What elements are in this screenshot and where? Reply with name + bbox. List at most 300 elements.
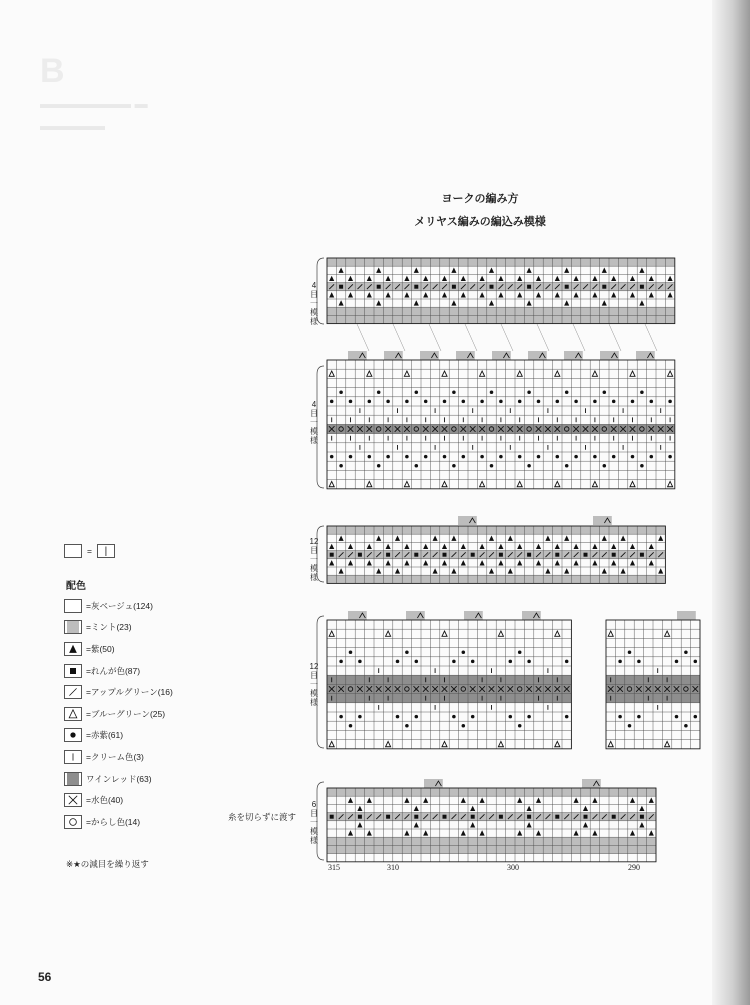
triangle-filled-stitch bbox=[339, 300, 344, 305]
dot-stitch bbox=[386, 455, 390, 459]
square-filled-stitch bbox=[386, 815, 390, 819]
dot-stitch bbox=[694, 715, 698, 719]
triangle-filled-stitch bbox=[423, 560, 428, 565]
chart-label: 4目一模様 bbox=[310, 400, 318, 445]
dot-stitch bbox=[565, 464, 569, 468]
triangle-filled-stitch bbox=[649, 560, 654, 565]
dot-stitch bbox=[565, 715, 569, 719]
square-filled-stitch bbox=[555, 553, 559, 557]
triangle-filled-stitch bbox=[658, 536, 663, 541]
triangle-filled-stitch bbox=[574, 276, 579, 281]
triangle-filled-stitch bbox=[574, 798, 579, 803]
dot-stitch bbox=[405, 724, 409, 728]
connector-line bbox=[465, 324, 477, 351]
triangle-outline-stitch bbox=[608, 631, 613, 636]
dot-stitch bbox=[490, 464, 494, 468]
dot-stitch bbox=[349, 650, 353, 654]
square-filled-stitch bbox=[555, 815, 559, 819]
triangle-filled-stitch bbox=[564, 300, 569, 305]
square-filled-stitch bbox=[602, 285, 606, 289]
triangle-filled-stitch bbox=[451, 300, 456, 305]
triangle-outline-stitch bbox=[608, 741, 613, 746]
dot-stitch bbox=[593, 455, 597, 459]
triangle-filled-stitch bbox=[423, 798, 428, 803]
triangle-outline-stitch bbox=[555, 371, 560, 376]
dot-stitch bbox=[694, 660, 698, 664]
dot-stitch bbox=[358, 660, 362, 664]
triangle-filled-stitch bbox=[348, 292, 353, 297]
triangle-filled-stitch bbox=[367, 544, 372, 549]
triangle-outline-stitch bbox=[517, 481, 522, 486]
triangle-filled-stitch bbox=[592, 292, 597, 297]
dot-stitch bbox=[480, 455, 484, 459]
triangle-filled-stitch bbox=[630, 798, 635, 803]
dot-stitch bbox=[527, 464, 531, 468]
triangle-filled-stitch bbox=[508, 536, 513, 541]
dot-stitch bbox=[368, 455, 372, 459]
chart-bracket bbox=[317, 366, 324, 488]
dot-stitch bbox=[415, 660, 419, 664]
legend-item bbox=[64, 660, 173, 682]
dot-stitch bbox=[452, 715, 456, 719]
legend-item bbox=[64, 703, 173, 725]
slash-icon bbox=[64, 685, 82, 699]
triangle-filled-stitch bbox=[348, 560, 353, 565]
color-legend bbox=[64, 595, 173, 833]
triangle-outline-stitch bbox=[442, 741, 447, 746]
legend-item-label: =アップルグリーン(16) bbox=[86, 687, 173, 698]
triangle-outline-stitch bbox=[480, 371, 485, 376]
dot-stitch bbox=[396, 660, 400, 664]
triangle-filled-stitch bbox=[395, 536, 400, 541]
triangle-filled-stitch bbox=[329, 276, 334, 281]
dot-stitch bbox=[452, 464, 456, 468]
triangle-filled-stitch bbox=[480, 798, 485, 803]
dot-stitch bbox=[518, 650, 522, 654]
triangle-filled-stitch bbox=[329, 560, 334, 565]
triangle-filled-stitch bbox=[555, 276, 560, 281]
dot-stitch bbox=[603, 464, 607, 468]
triangle-outline-stitch bbox=[665, 631, 670, 636]
triangle-filled-stitch bbox=[583, 806, 588, 811]
triangle-filled-stitch bbox=[668, 276, 673, 281]
dot-stitch bbox=[377, 390, 381, 394]
triangle-filled-stitch bbox=[555, 560, 560, 565]
triangle-filled-stitch bbox=[451, 568, 456, 573]
dot-stitch bbox=[518, 400, 522, 404]
page-title: ヨークの編み方 bbox=[441, 193, 519, 205]
triangle-filled-stitch bbox=[602, 568, 607, 573]
legend-item bbox=[64, 746, 173, 768]
triangle-filled-stitch bbox=[348, 830, 353, 835]
dot-stitch bbox=[637, 715, 641, 719]
triangle-filled-stitch bbox=[451, 268, 456, 273]
square-filled-stitch bbox=[612, 553, 616, 557]
dot-stitch bbox=[631, 455, 635, 459]
dot-stitch bbox=[396, 715, 400, 719]
triangle-filled-stitch bbox=[367, 276, 372, 281]
triangle-outline-stitch bbox=[498, 741, 503, 746]
triangle-outline-stitch bbox=[442, 631, 447, 636]
dot-stitch bbox=[618, 715, 622, 719]
triangle-filled-stitch bbox=[536, 292, 541, 297]
dot-stitch bbox=[628, 724, 632, 728]
triangle-filled-stitch bbox=[545, 568, 550, 573]
dot-stitch bbox=[377, 464, 381, 468]
dot-stitch bbox=[537, 455, 541, 459]
triangle-filled-stitch bbox=[574, 544, 579, 549]
dot-stitch bbox=[452, 660, 456, 664]
legend-item-label: =水色(40) bbox=[86, 795, 124, 806]
square-filled-stitch bbox=[527, 285, 531, 289]
square-filled-stitch bbox=[377, 285, 381, 289]
triangle-outline-stitch bbox=[517, 371, 522, 376]
triangle-filled-stitch bbox=[630, 560, 635, 565]
triangle-filled-stitch bbox=[442, 560, 447, 565]
square-filled-stitch bbox=[358, 815, 362, 819]
dot-stitch bbox=[339, 715, 343, 719]
legend-item-label: =紫(50) bbox=[86, 643, 115, 654]
dot-stitch bbox=[565, 390, 569, 394]
dot-stitch bbox=[574, 455, 578, 459]
triangle-filled-stitch bbox=[583, 822, 588, 827]
dot-stitch bbox=[386, 400, 390, 404]
triangle-filled-stitch bbox=[536, 798, 541, 803]
triangle-filled-stitch bbox=[527, 300, 532, 305]
decrease-cell bbox=[677, 611, 696, 620]
dot-stitch bbox=[603, 390, 607, 394]
triangle-filled-stitch bbox=[649, 830, 654, 835]
square-filled-stitch bbox=[471, 553, 475, 557]
triangle-filled-stitch bbox=[564, 536, 569, 541]
triangle-outline-stitch bbox=[404, 481, 409, 486]
triangle-filled-stitch bbox=[357, 822, 362, 827]
dot-stitch bbox=[650, 455, 654, 459]
square-filled-stitch bbox=[640, 553, 644, 557]
row-fill bbox=[327, 307, 675, 315]
triangle-filled-stitch bbox=[639, 806, 644, 811]
square-filled-stitch bbox=[640, 815, 644, 819]
triangle-outline-stitch bbox=[329, 371, 334, 376]
dot-stitch bbox=[612, 455, 616, 459]
chart-bracket bbox=[317, 526, 324, 582]
connector-line bbox=[393, 324, 405, 351]
dot-stitch bbox=[471, 715, 475, 719]
bar-symbol-icon: | bbox=[97, 544, 115, 558]
chart-label: 12目一模様 bbox=[309, 537, 319, 582]
dot-stitch bbox=[358, 715, 362, 719]
dot-stitch bbox=[405, 455, 409, 459]
triangle-filled-stitch bbox=[348, 798, 353, 803]
dot-stitch bbox=[349, 455, 353, 459]
triangle-filled-stitch bbox=[527, 806, 532, 811]
triangle-outline-stitch bbox=[442, 481, 447, 486]
triangle-filled-stitch bbox=[555, 544, 560, 549]
square-filled-stitch bbox=[414, 553, 418, 557]
dot-stitch bbox=[349, 724, 353, 728]
square-filled-icon bbox=[64, 664, 82, 678]
dot-stitch bbox=[518, 455, 522, 459]
triangle-filled-stitch bbox=[527, 268, 532, 273]
legend-item bbox=[64, 681, 173, 703]
triangle-filled-stitch bbox=[536, 560, 541, 565]
triangle-filled-stitch bbox=[639, 268, 644, 273]
triangle-outline-stitch bbox=[555, 481, 560, 486]
dot-stitch bbox=[527, 715, 531, 719]
square-filled-stitch bbox=[330, 815, 334, 819]
legend-item bbox=[64, 768, 173, 790]
triangle-filled-stitch bbox=[592, 798, 597, 803]
triangle-filled-stitch bbox=[630, 830, 635, 835]
triangle-outline-stitch bbox=[386, 631, 391, 636]
dot-stitch bbox=[415, 390, 419, 394]
triangle-filled-stitch bbox=[404, 560, 409, 565]
row-fill bbox=[327, 845, 656, 853]
dot-stitch bbox=[618, 660, 622, 664]
square-filled-stitch bbox=[452, 285, 456, 289]
dot-stitch bbox=[339, 464, 343, 468]
triangle-filled-stitch bbox=[386, 276, 391, 281]
square-filled-stitch bbox=[584, 553, 588, 557]
legend-item-label: =灰ベージュ(124) bbox=[86, 600, 153, 611]
triangle-filled-stitch bbox=[433, 536, 438, 541]
triangle-filled-icon bbox=[64, 642, 82, 656]
triangle-outline-stitch bbox=[630, 481, 635, 486]
dot-stitch bbox=[349, 400, 353, 404]
triangle-outline-stitch bbox=[480, 481, 485, 486]
legend-item-label: =クリーム色(3) bbox=[86, 751, 144, 762]
triangle-filled-stitch bbox=[404, 798, 409, 803]
dot-stitch bbox=[330, 400, 334, 404]
dot-stitch bbox=[405, 650, 409, 654]
legend-note: ※★の減目を繰り返す bbox=[66, 859, 149, 869]
page-subtitle: メリヤス編みの編込み模様 bbox=[414, 216, 546, 228]
triangle-outline-icon bbox=[64, 707, 82, 721]
legend-item bbox=[64, 595, 173, 617]
triangle-filled-stitch bbox=[339, 536, 344, 541]
triangle-filled-stitch bbox=[574, 830, 579, 835]
legend-item bbox=[64, 789, 173, 811]
page-number: 56 bbox=[38, 970, 52, 984]
dot-stitch bbox=[443, 455, 447, 459]
dot-stitch bbox=[499, 400, 503, 404]
triangle-filled-stitch bbox=[564, 268, 569, 273]
triangle-filled-stitch bbox=[480, 560, 485, 565]
row-fill bbox=[327, 315, 675, 323]
dot-stitch bbox=[490, 390, 494, 394]
triangle-filled-stitch bbox=[517, 830, 522, 835]
legend-title: 配色 bbox=[66, 581, 86, 592]
triangle-filled-stitch bbox=[433, 568, 438, 573]
dot-stitch bbox=[675, 660, 679, 664]
square-filled-stitch bbox=[386, 553, 390, 557]
stitch-key: = | bbox=[64, 544, 115, 558]
dot-stitch bbox=[612, 400, 616, 404]
dot-stitch bbox=[415, 464, 419, 468]
triangle-outline-stitch bbox=[329, 481, 334, 486]
triangle-filled-stitch bbox=[461, 798, 466, 803]
dot-stitch bbox=[509, 715, 513, 719]
tick-label: 315 bbox=[328, 863, 340, 872]
triangle-filled-stitch bbox=[395, 568, 400, 573]
dot-stitch bbox=[424, 455, 428, 459]
blank-icon bbox=[64, 599, 82, 613]
triangle-filled-stitch bbox=[414, 806, 419, 811]
ghost-text: B bbox=[40, 52, 65, 90]
triangle-filled-stitch bbox=[480, 276, 485, 281]
square-filled-stitch bbox=[612, 815, 616, 819]
triangle-filled-stitch bbox=[489, 268, 494, 273]
triangle-outline-stitch bbox=[630, 371, 635, 376]
triangle-filled-stitch bbox=[451, 536, 456, 541]
triangle-filled-stitch bbox=[461, 544, 466, 549]
triangle-filled-stitch bbox=[592, 560, 597, 565]
triangle-outline-stitch bbox=[367, 371, 372, 376]
connector-line bbox=[609, 324, 621, 351]
dot-stitch bbox=[668, 455, 672, 459]
triangle-filled-stitch bbox=[404, 292, 409, 297]
triangle-filled-stitch bbox=[423, 276, 428, 281]
triangle-filled-stitch bbox=[649, 544, 654, 549]
tick-label: 300 bbox=[507, 863, 519, 872]
bar-icon bbox=[64, 750, 82, 764]
dot-stitch bbox=[330, 455, 334, 459]
triangle-filled-stitch bbox=[367, 560, 372, 565]
triangle-filled-stitch bbox=[461, 292, 466, 297]
triangle-outline-stitch bbox=[668, 481, 673, 486]
legend-item-label: =赤紫(61) bbox=[86, 730, 124, 741]
dot-stitch bbox=[462, 650, 466, 654]
dot-stitch bbox=[480, 400, 484, 404]
dot-stitch bbox=[499, 455, 503, 459]
triangle-outline-stitch bbox=[386, 741, 391, 746]
dot-stitch bbox=[462, 724, 466, 728]
triangle-filled-stitch bbox=[611, 292, 616, 297]
connector-line bbox=[537, 324, 549, 351]
triangle-filled-stitch bbox=[611, 560, 616, 565]
dot-stitch bbox=[527, 660, 531, 664]
triangle-filled-stitch bbox=[536, 544, 541, 549]
row-fill bbox=[327, 837, 656, 845]
dot-stitch bbox=[537, 400, 541, 404]
triangle-filled-stitch bbox=[367, 798, 372, 803]
dot-stitch bbox=[405, 400, 409, 404]
dot-stitch bbox=[462, 455, 466, 459]
chart-bracket bbox=[317, 782, 324, 860]
triangle-filled-stitch bbox=[404, 276, 409, 281]
connector-line bbox=[357, 324, 369, 351]
page-edge-shadow bbox=[712, 0, 750, 1005]
triangle-filled-stitch bbox=[480, 292, 485, 297]
dot-stitch bbox=[675, 715, 679, 719]
dot-stitch bbox=[462, 400, 466, 404]
circle-icon bbox=[64, 815, 82, 829]
dot-stitch bbox=[424, 400, 428, 404]
triangle-outline-stitch bbox=[668, 371, 673, 376]
triangle-filled-stitch bbox=[442, 292, 447, 297]
legend-item-label: ワインレッド(63) bbox=[86, 773, 152, 784]
triangle-filled-stitch bbox=[339, 568, 344, 573]
triangle-outline-stitch bbox=[404, 371, 409, 376]
triangle-outline-stitch bbox=[555, 631, 560, 636]
dot-stitch bbox=[684, 724, 688, 728]
triangle-filled-stitch bbox=[489, 568, 494, 573]
triangle-outline-stitch bbox=[329, 741, 334, 746]
dot-stitch bbox=[556, 455, 560, 459]
connector-line bbox=[573, 324, 585, 351]
square-filled-stitch bbox=[414, 815, 418, 819]
dot-stitch bbox=[518, 724, 522, 728]
legend-item bbox=[64, 617, 173, 639]
square-filled-stitch bbox=[471, 815, 475, 819]
triangle-filled-stitch bbox=[630, 544, 635, 549]
dot-stitch bbox=[574, 400, 578, 404]
triangle-filled-stitch bbox=[498, 544, 503, 549]
triangle-filled-stitch bbox=[461, 560, 466, 565]
legend-item-label: =ブルーグリーン(25) bbox=[86, 708, 166, 719]
triangle-filled-stitch bbox=[442, 276, 447, 281]
triangle-filled-stitch bbox=[423, 292, 428, 297]
triangle-filled-stitch bbox=[348, 276, 353, 281]
dot-stitch bbox=[509, 660, 513, 664]
triangle-outline-stitch bbox=[329, 631, 334, 636]
dot-stitch bbox=[368, 400, 372, 404]
connector-line bbox=[645, 324, 657, 351]
triangle-filled-stitch bbox=[592, 276, 597, 281]
triangle-filled-stitch bbox=[517, 544, 522, 549]
triangle-filled-stitch bbox=[339, 268, 344, 273]
dot-stitch bbox=[640, 390, 644, 394]
dot-stitch bbox=[565, 660, 569, 664]
triangle-filled-stitch bbox=[367, 292, 372, 297]
legend-item-label: =れんが色(87) bbox=[86, 665, 141, 676]
dot-stitch bbox=[631, 400, 635, 404]
triangle-filled-stitch bbox=[649, 292, 654, 297]
triangle-filled-stitch bbox=[376, 300, 381, 305]
triangle-filled-stitch bbox=[592, 830, 597, 835]
triangle-filled-stitch bbox=[423, 830, 428, 835]
triangle-filled-stitch bbox=[611, 276, 616, 281]
triangle-filled-stitch bbox=[602, 268, 607, 273]
triangle-filled-stitch bbox=[658, 568, 663, 573]
tick-label: 290 bbox=[628, 863, 640, 872]
square-filled-stitch bbox=[443, 553, 447, 557]
triangle-filled-stitch bbox=[329, 292, 334, 297]
legend-item bbox=[64, 725, 173, 747]
triangle-filled-stitch bbox=[404, 830, 409, 835]
square-filled-stitch bbox=[565, 285, 569, 289]
legend-item-label: =からし色(14) bbox=[86, 816, 141, 827]
triangle-filled-stitch bbox=[376, 268, 381, 273]
triangle-filled-stitch bbox=[574, 560, 579, 565]
square-filled-stitch bbox=[330, 553, 334, 557]
chart-bracket bbox=[317, 258, 324, 324]
triangle-filled-stitch bbox=[414, 300, 419, 305]
triangle-filled-stitch bbox=[527, 822, 532, 827]
triangle-filled-stitch bbox=[367, 830, 372, 835]
mint-icon bbox=[64, 620, 82, 634]
triangle-outline-stitch bbox=[665, 741, 670, 746]
triangle-filled-stitch bbox=[592, 544, 597, 549]
square-filled-stitch bbox=[358, 553, 362, 557]
square-filled-stitch bbox=[499, 553, 503, 557]
dot-icon bbox=[64, 728, 82, 742]
triangle-filled-stitch bbox=[517, 798, 522, 803]
triangle-filled-stitch bbox=[621, 536, 626, 541]
triangle-filled-stitch bbox=[348, 544, 353, 549]
dot-stitch bbox=[628, 650, 632, 654]
triangle-filled-stitch bbox=[489, 300, 494, 305]
